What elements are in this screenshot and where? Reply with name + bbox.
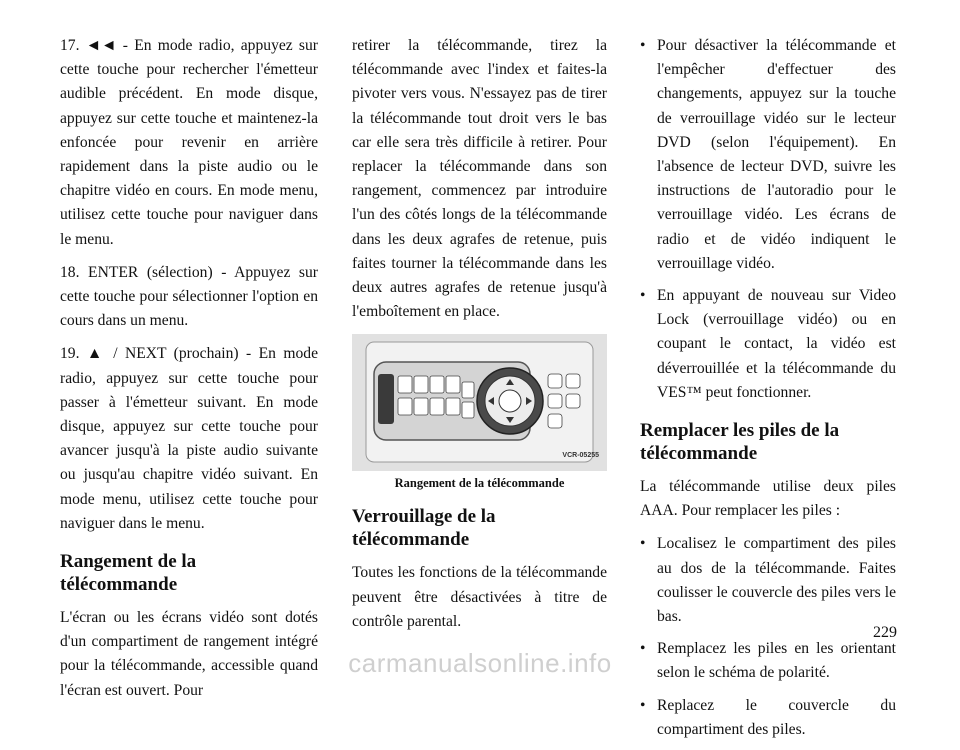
list-item-text: En appuyant de nouveau sur Video Lock (verrouillage vidéo) ou en coupant le contact, la vidéo est déverrouillée et la télécommande du VES™ peut fonctionner. — [657, 287, 896, 401]
bullet-icon: • — [640, 535, 646, 553]
item-19-paragraph: 19. ▲ / NEXT (prochain) - En mode radio, appuyez sur cette touche pour passer à l'émetteur suivant. En mode disque, appuyez sur cette touche pour avancer jusqu'à la piste audio suivante ou jusqu'au chapitre vidéo suivant. En mode menu, utilisez cette touche pour naviguer dans le menu. — [60, 345, 318, 532]
middle-column — [352, 34, 607, 643]
section-heading-batteries: Remplacer les piles de la télécommande — [640, 420, 840, 465]
list-item — [640, 694, 896, 742]
list-item-text: Remplacez les piles en les orientant selon le schéma de polarité. — [657, 640, 896, 682]
lock-paragraph: Toutes les fonctions de la télécommande peuvent être désactivées à titre de contrôle parental. — [352, 564, 607, 630]
bullet-icon: • — [640, 640, 646, 658]
section-heading-storage: Rangement de la télécommande — [60, 551, 197, 596]
left-column — [60, 34, 318, 712]
item-17-paragraph: 17. ◄◄ - En mode radio, appuyez sur cette touche pour rechercher l'émetteur audible précédent. En mode disque, appuyez sur cette touche et maintenez-la enfoncée pour revenir en arrière rapidement dans la piste audio ou le chapitre vidéo en cours. En mode menu, utilisez cette touche pour naviguer dans le menu. — [60, 37, 318, 248]
storage-continued-paragraph: retirer la télécommande, tirez la télécommande avec l'index et faites-la pivoter vers vous. N'essayez pas de tirer la télécommande tout droit vers le bas car elle sera très difficile à retirer. Pour replacer la télécommande dans son rangement, commencez par introduire l'un des côtés longs de la télécommande dans les deux agrafes de retenue, puis faites tourner la télécommande dans les deux autres agrafes de retenue jusqu'à l'emboîtement en place. — [352, 37, 607, 321]
remote-storage-figure — [352, 334, 607, 471]
watermark: carmanualsonline.info — [348, 648, 612, 678]
list-item-text: Pour désactiver la télécommande et l'empêcher d'effectuer des changements, appuyez sur la touche de verrouillage vidéo sur le lecteur DVD (selon l'équipement). En l'absence de lecteur DVD, suivre les instructions de l'autoradio pour le verrouillage vidéo. Les écrans de radio et de vidéo indiquent le verrouillage vidéo. — [657, 37, 896, 272]
storage-paragraph: L'écran ou les écrans vidéo sont dotés d'un compartiment de rangement intégré pour la télécommande, accessible quand l'écran est ouvert. Pour — [60, 609, 318, 699]
bullet-icon: • — [640, 37, 646, 54]
list-item — [640, 284, 896, 405]
figure-code: VCR-05255 — [562, 452, 599, 460]
item-18-paragraph: 18. ENTER (sélection) - Appuyez sur cette touche pour sélectionner l'option en cours dans un menu. — [60, 263, 318, 330]
bullet-icon: • — [640, 696, 646, 714]
section-heading-lock: Verrouillage de la télécommande — [352, 506, 496, 551]
list-item — [640, 532, 896, 629]
figure-caption: Rangement de la télécommande — [394, 476, 565, 491]
list-item-text: Localisez le compartiment des piles au dos de la télécommande. Faites coulisser le couvercle des piles vers le bas. — [657, 535, 896, 626]
batteries-intro: La télécommande utilise deux piles AAA. Pour remplacer les piles : — [640, 478, 896, 520]
list-item-text: Replacez le couvercle du compartiment des piles. — [657, 696, 896, 738]
page-number: 229 — [873, 624, 897, 641]
right-column — [640, 34, 896, 750]
bullet-icon: • — [640, 287, 646, 305]
list-item — [640, 34, 896, 276]
